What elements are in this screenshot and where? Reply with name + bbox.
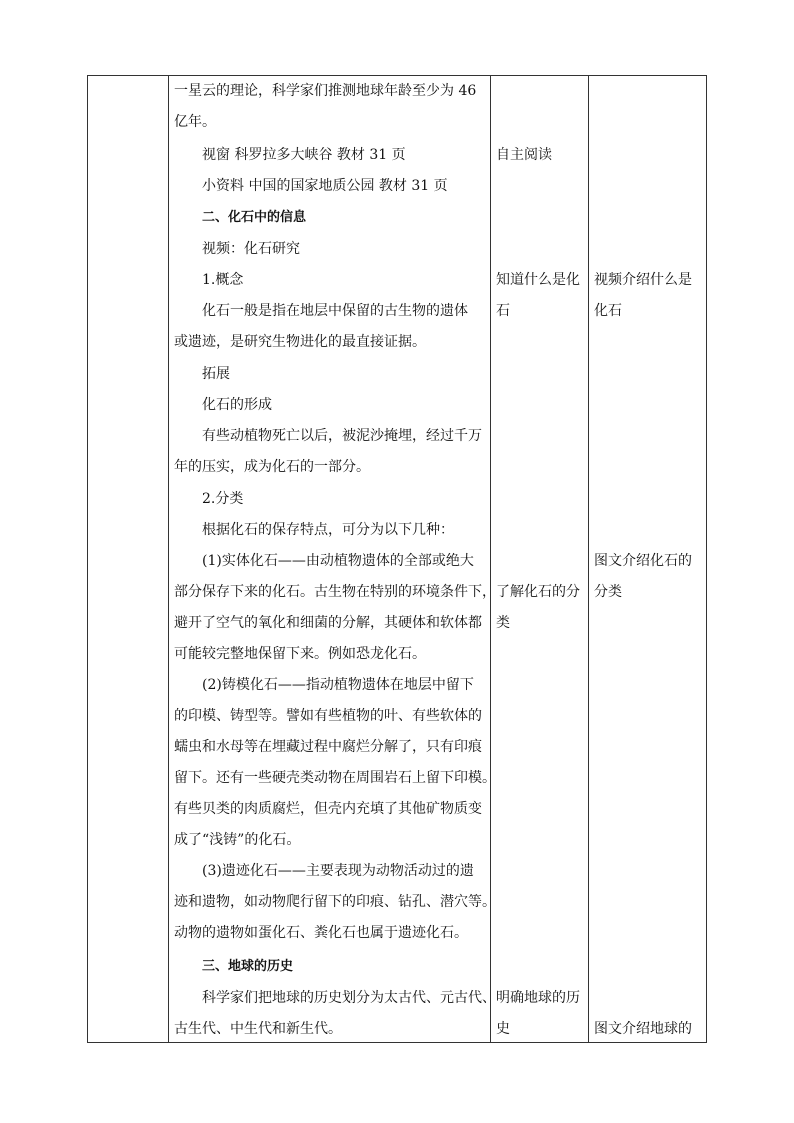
content-line: 化石的形成 bbox=[202, 397, 272, 413]
content-line: 小资料 中国的国家地质公园 教材 31 页 bbox=[202, 178, 448, 194]
activity-text: 史 bbox=[496, 1021, 510, 1037]
content-line: 可能较完整地保留下来。例如恐龙化石。 bbox=[174, 646, 426, 662]
content-line: 视频：化石研究 bbox=[202, 241, 300, 257]
section-heading: 三、地球的历史 bbox=[202, 959, 294, 974]
lesson-table bbox=[87, 75, 707, 1043]
content-line: 或遗迹，是研究生物进化的最直接证据。 bbox=[174, 334, 426, 350]
content-line: 视窗 科罗拉多大峡谷 教材 31 页 bbox=[202, 147, 406, 163]
student-activity-column bbox=[496, 76, 584, 1042]
content-line: (1)实体化石——由动植物遗体的全部或绝大 bbox=[202, 553, 474, 569]
intent-text: 图文介绍化石的 bbox=[594, 553, 692, 569]
content-line: (2)铸模化石——指动植物遗体在地层中留下 bbox=[202, 677, 474, 693]
content-line: 根据化石的保存特点，可分为以下几种： bbox=[202, 522, 454, 538]
intent-text: 化石 bbox=[594, 303, 622, 319]
content-line: 亿年。 bbox=[174, 114, 216, 130]
content-line: 化石一般是指在地层中保留的古生物的遗体 bbox=[202, 303, 468, 319]
content-line: 蠕虫和水母等在埋藏过程中腐烂分解了，只有印痕 bbox=[174, 739, 482, 755]
section-heading: 二、化石中的信息 bbox=[202, 210, 307, 225]
content-line: 年的压实，成为化石的一部分。 bbox=[174, 459, 370, 475]
content-line: 有些动植物死亡以后，被泥沙掩埋，经过千万 bbox=[202, 428, 482, 444]
design-intent-column bbox=[594, 76, 704, 1042]
content-line: 成了“浅铸”的化石。 bbox=[174, 832, 301, 848]
column-divider bbox=[588, 76, 589, 1042]
intent-text: 分类 bbox=[594, 584, 622, 600]
activity-text: 了解化石的分 bbox=[496, 584, 580, 600]
activity-text: 类 bbox=[496, 615, 510, 631]
intent-text: 图文介绍地球的 bbox=[594, 1021, 692, 1037]
intent-text: 视频介绍什么是 bbox=[594, 272, 692, 288]
activity-text: 石 bbox=[496, 303, 510, 319]
content-line: 科学家们把地球的历史划分为太古代、元古代、 bbox=[202, 990, 496, 1006]
content-line: (3)遗迹化石——主要表现为动物活动过的遗 bbox=[202, 863, 474, 879]
content-line: 避开了空气的氧化和细菌的分解，其硬体和软体都 bbox=[174, 615, 482, 631]
content-line: 1.概念 bbox=[202, 272, 244, 288]
activity-text: 知道什么是化 bbox=[496, 272, 580, 288]
activity-text: 明确地球的历 bbox=[496, 990, 580, 1006]
content-line: 2.分类 bbox=[202, 491, 244, 507]
content-line: 部分保存下来的化石。古生物在特别的环境条件下， bbox=[174, 584, 496, 600]
content-line: 留下。还有一些硬壳类动物在周围岩石上留下印模。 bbox=[174, 770, 496, 786]
content-line: 有些贝类的肉质腐烂，但壳内充填了其他矿物质变 bbox=[174, 801, 482, 817]
content-line: 迹和遗物，如动物爬行留下的印痕、钻孔、潜穴等。 bbox=[174, 894, 496, 910]
activity-text: 自主阅读 bbox=[496, 147, 552, 163]
content-line: 古生代、中生代和新生代。 bbox=[174, 1021, 342, 1037]
content-line: 动物的遗物如蛋化石、粪化石也属于遗迹化石。 bbox=[174, 925, 468, 941]
content-line: 的印模、铸型等。譬如有些植物的叶、有些软体的 bbox=[174, 708, 482, 724]
column-divider bbox=[168, 76, 169, 1042]
content-line: 一星云的理论，科学家们推测地球年龄至少为 46 bbox=[174, 83, 477, 99]
teaching-content-column bbox=[174, 76, 496, 1042]
content-line: 拓展 bbox=[202, 366, 230, 382]
